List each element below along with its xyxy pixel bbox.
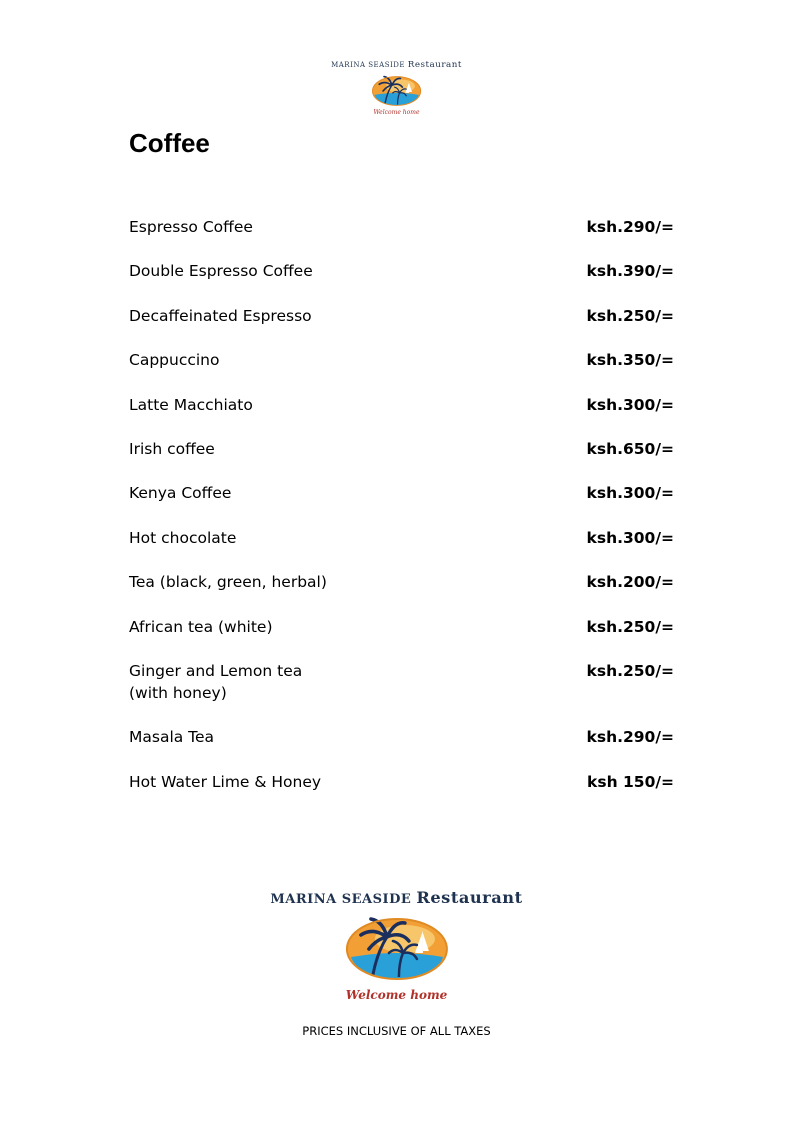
menu-item — [129, 726, 674, 748]
item-name: Espresso Coffee — [129, 218, 253, 236]
item-price: ksh.290/= — [586, 728, 674, 747]
item-name: Latte Macchiato — [129, 395, 253, 414]
logo-tagline: Welcome home — [373, 109, 420, 116]
logo-tagline: Welcome home — [345, 988, 448, 1002]
item-name: Irish coffee — [129, 439, 215, 458]
item-price: ksh.650/= — [586, 439, 674, 458]
footer-logo — [270, 888, 522, 1002]
menu-item — [129, 305, 674, 327]
menu-item — [129, 260, 674, 282]
menu-item — [129, 482, 674, 504]
item-price: ksh.250/= — [586, 617, 674, 636]
prices-note: PRICES INCLUSIVE OF ALL TAXES — [302, 1024, 491, 1038]
item-price: ksh.350/= — [586, 351, 674, 370]
item-name: Decaffeinated Espresso — [129, 306, 312, 325]
logo-wordmark: MARINA SEASIDE Restaurant — [331, 60, 462, 70]
item-name: Cappuccino — [129, 351, 220, 370]
item-price: ksh.290/= — [586, 218, 674, 236]
menu-item — [129, 394, 674, 416]
page-title: Coffee — [129, 128, 210, 158]
palm-sunset-icon — [370, 71, 422, 111]
header-logo — [331, 60, 462, 116]
item-name: Masala Tea — [129, 728, 215, 747]
menu-item — [129, 616, 674, 638]
menu-item — [129, 438, 674, 460]
menu-list — [129, 216, 674, 815]
item-name: African tea (white) — [129, 617, 273, 636]
item-name: Ginger and Lemon tea (with honey) — [129, 661, 303, 702]
item-price: ksh 150/= — [587, 772, 674, 791]
menu-item — [129, 216, 674, 238]
menu-item — [129, 349, 674, 371]
menu-item — [129, 660, 674, 704]
item-price: ksh.300/= — [586, 528, 674, 547]
item-price: ksh.250/= — [586, 306, 674, 325]
item-name: Hot chocolate — [129, 528, 237, 547]
menu-item — [129, 771, 674, 793]
item-price: ksh.250/= — [586, 661, 674, 680]
item-name: Double Espresso Coffee — [129, 262, 313, 281]
palm-sunset-icon — [343, 909, 451, 989]
menu-item — [129, 571, 674, 593]
item-price: ksh.390/= — [586, 262, 674, 281]
item-name: Hot Water Lime & Honey — [129, 772, 322, 791]
logo-wordmark: MARINA SEASIDE Restaurant — [270, 888, 523, 907]
menu-item — [129, 527, 674, 549]
item-name: Kenya Coffee — [129, 484, 232, 503]
item-price: ksh.300/= — [586, 484, 674, 503]
item-name: Tea (black, green, herbal) — [129, 573, 327, 592]
item-price: ksh.200/= — [586, 573, 674, 592]
item-price: ksh.300/= — [586, 395, 674, 414]
